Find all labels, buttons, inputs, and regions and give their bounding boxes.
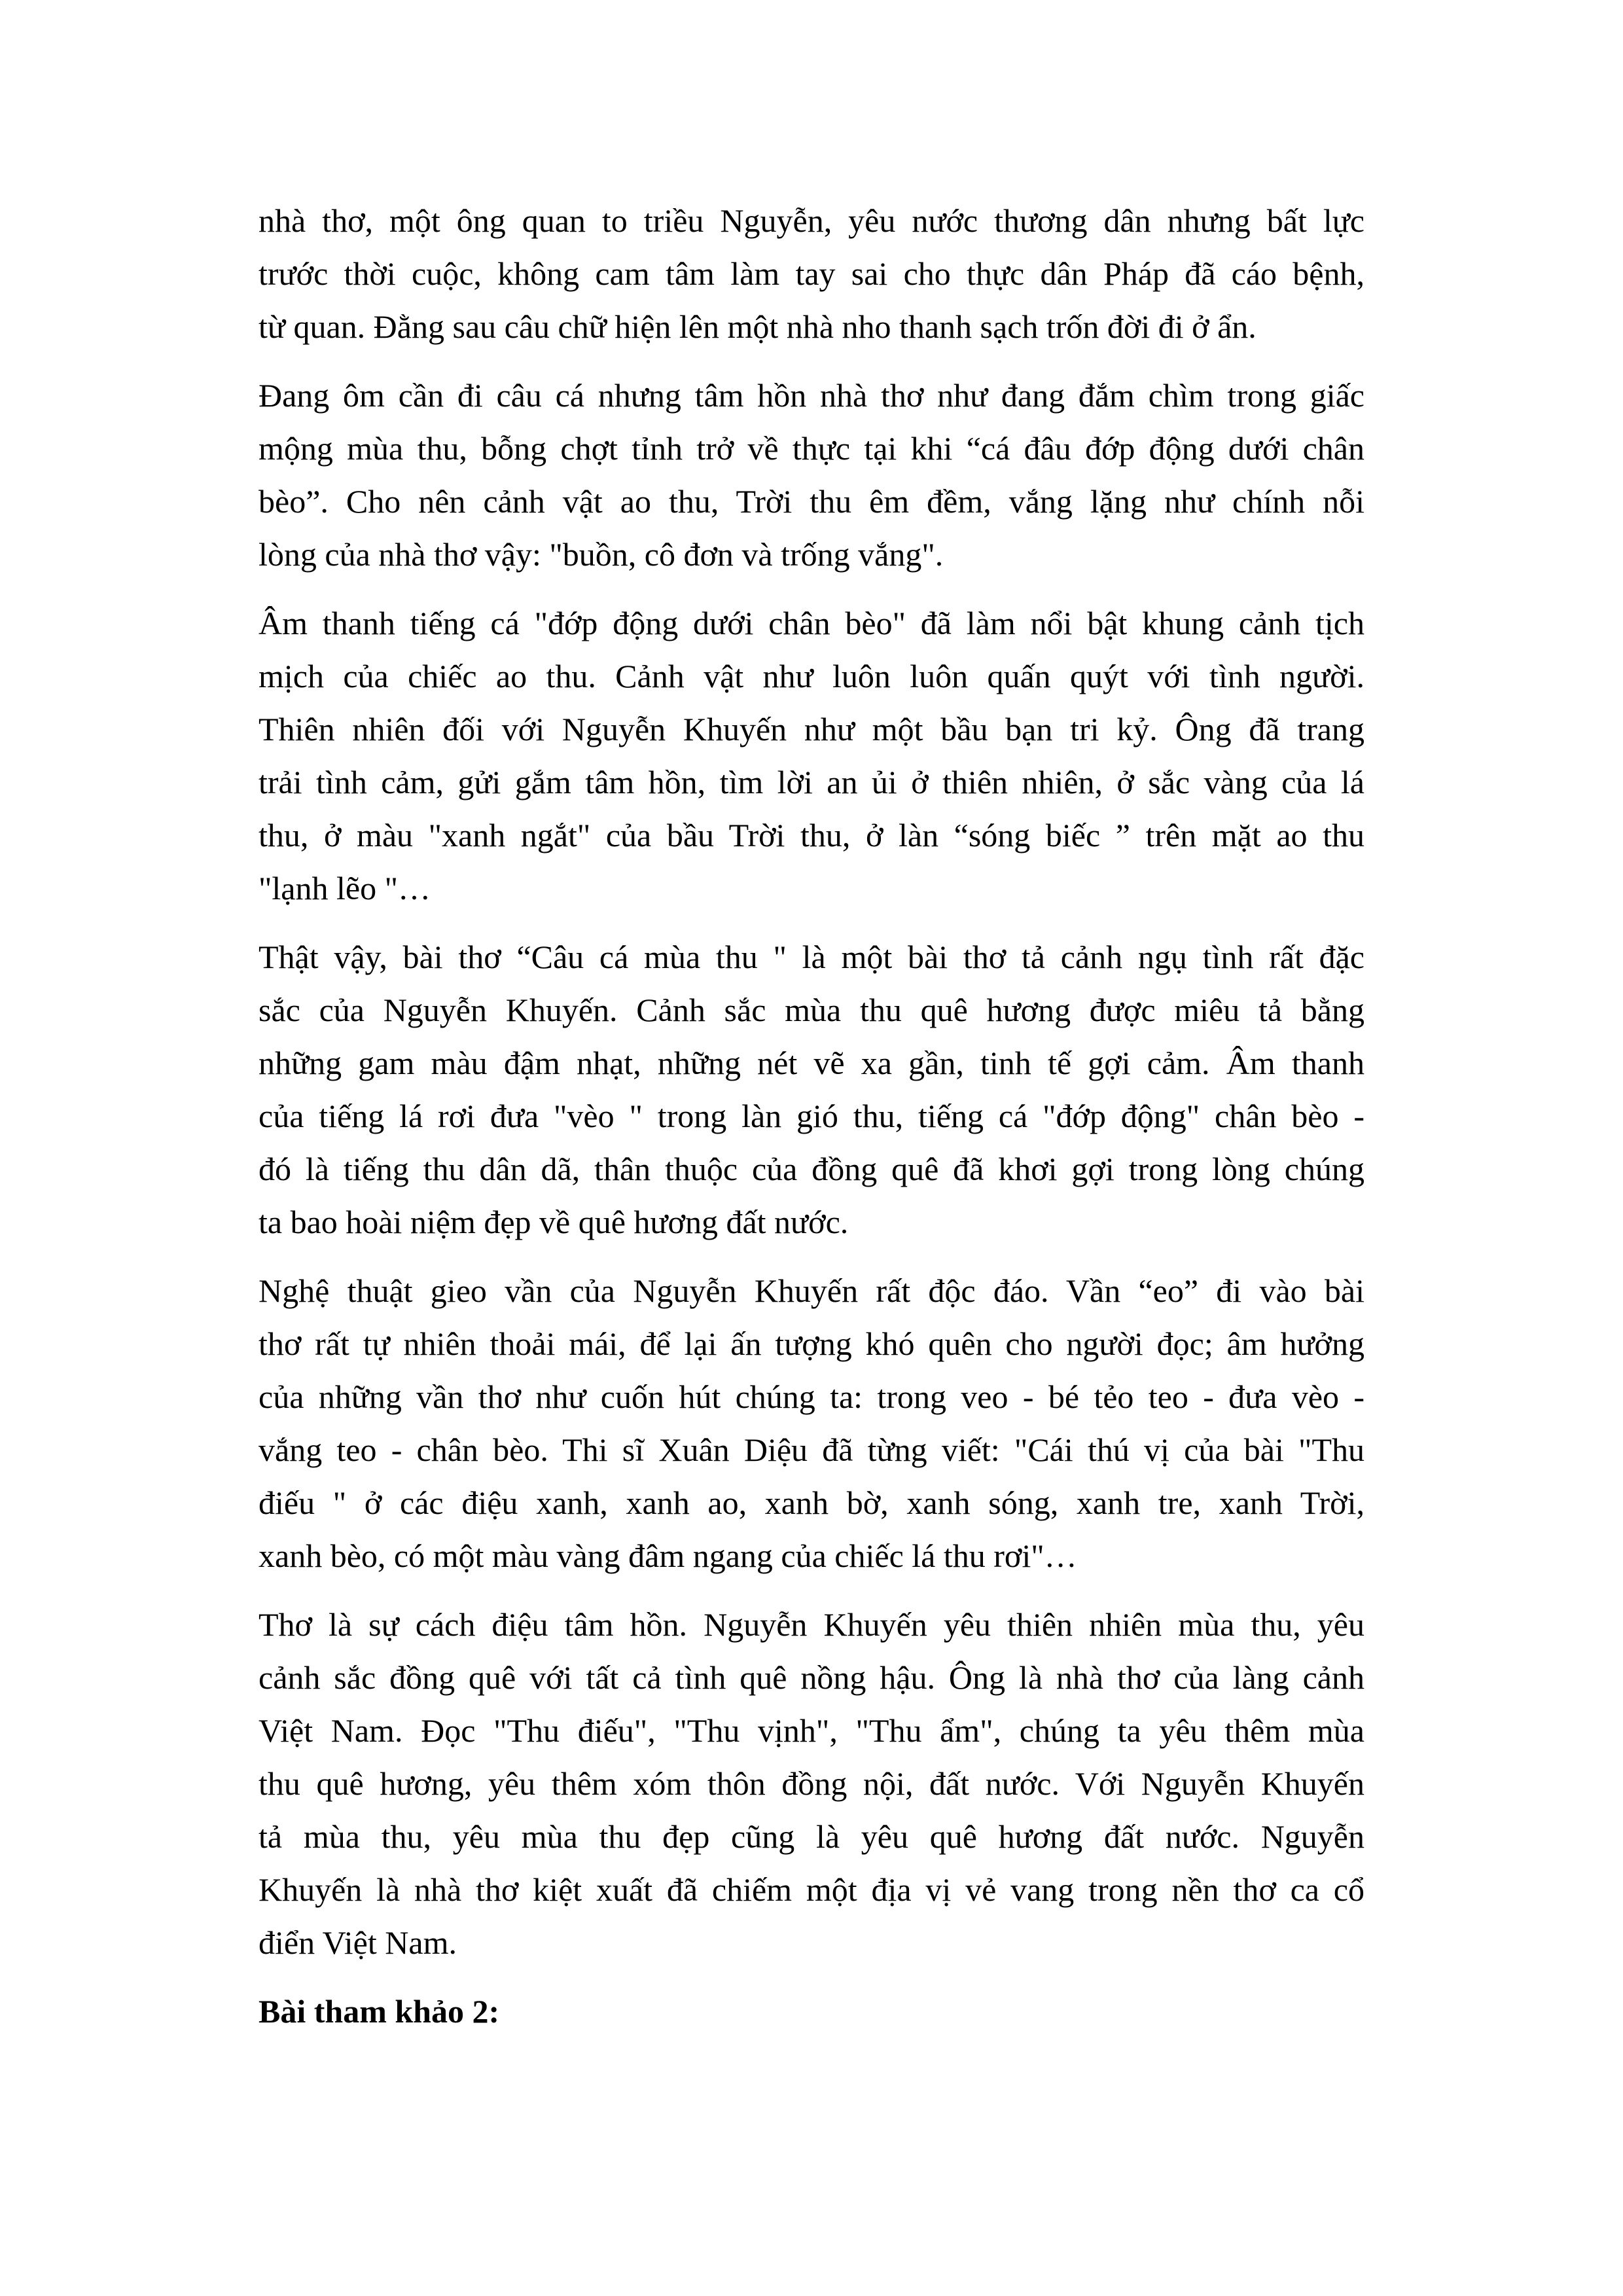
text-line: thu, ở màu "xanh ngắt" của bầu Trời thu, ở làn “sóng biếc ” trên mặt ao thu: [259, 817, 1364, 853]
text-line: Thiên nhiên đối với Nguyễn Khuyến như một bầu bạn tri kỷ. Ông đã trang: [259, 711, 1364, 747]
text-line: "lạnh lẽo "…: [259, 870, 431, 906]
text-line: vắng teo - chân bèo. Thi sĩ Xuân Diệu đã từng viết: "Cái thú vị của bài "Thu: [259, 1431, 1364, 1468]
text-line: nhà thơ, một ông quan to triều Nguyễn, yêu nước thương dân nhưng bất lực: [259, 202, 1364, 239]
text-line: Việt Nam. Đọc "Thu điếu", "Thu vịnh", "Thu ẩm", chúng ta yêu thêm mùa: [259, 1712, 1364, 1749]
section-heading: [259, 1985, 1364, 2038]
text-line: cảnh sắc đồng quê với tất cả tình quê nồng hậu. Ông là nhà thơ của làng cảnh: [259, 1659, 1364, 1696]
text-line: sắc của Nguyễn Khuyến. Cảnh sắc mùa thu quê hương được miêu tả bằng: [259, 992, 1364, 1028]
paragraph: [259, 597, 1364, 915]
text-line: của những vần thơ như cuốn hút chúng ta: trong veo - bé tẻo teo - đưa vèo -: [259, 1378, 1364, 1415]
text-line: tả mùa thu, yêu mùa thu đẹp cũng là yêu quê hương đất nước. Nguyễn: [259, 1818, 1364, 1855]
text-line: thu quê hương, yêu thêm xóm thôn đồng nội, đất nước. Với Nguyễn Khuyến: [259, 1765, 1364, 1802]
text-line: Âm thanh tiếng cá "đớp động dưới chân bèo" đã làm nổi bật khung cảnh tịch: [259, 605, 1364, 641]
text-line: của tiếng lá rơi đưa "vèo " trong làn gió thu, tiếng cá "đớp động" chân bèo -: [259, 1098, 1364, 1134]
text-line: lòng của nhà thơ vậy: "buồn, cô đơn và trống vắng".: [259, 536, 944, 573]
text-line: Đang ôm cần đi câu cá nhưng tâm hồn nhà thơ như đang đắm chìm trong giấc: [259, 377, 1364, 414]
text-line: trải tình cảm, gửi gắm tâm hồn, tìm lời an ủi ở thiên nhiên, ở sắc vàng của lá: [259, 764, 1364, 800]
paragraph: [259, 931, 1364, 1249]
document-body: [259, 194, 1364, 2054]
text-line: Bài tham khảo 2:: [259, 1993, 500, 2030]
paragraph: [259, 1265, 1364, 1583]
paragraph: [259, 369, 1364, 581]
text-line: từ quan. Đằng sau câu chữ hiện lên một nhà nho thanh sạch trốn đời đi ở ẩn.: [259, 308, 1257, 345]
paragraph: [259, 194, 1364, 353]
text-line: ta bao hoài niệm đẹp về quê hương đất nước.: [259, 1204, 849, 1240]
text-line: Khuyến là nhà thơ kiệt xuất đã chiếm một địa vị vẻ vang trong nền thơ ca cổ: [259, 1871, 1364, 1908]
text-line: trước thời cuộc, không cam tâm làm tay sai cho thực dân Pháp đã cáo bệnh,: [259, 255, 1364, 292]
text-line: xanh bèo, có một màu vàng đâm ngang của chiếc lá thu rơi"…: [259, 1537, 1077, 1574]
text-line: bèo”. Cho nên cảnh vật ao thu, Trời thu êm đềm, vắng lặng như chính nỗi: [259, 483, 1364, 520]
text-line: mộng mùa thu, bỗng chợt tỉnh trở về thực tại khi “cá đâu đớp động dưới chân: [259, 430, 1364, 467]
text-line: Nghệ thuật gieo vần của Nguyễn Khuyến rất độc đáo. Vần “eo” đi vào bài: [259, 1272, 1364, 1309]
text-line: Thật vậy, bài thơ “Câu cá mùa thu " là một bài thơ tả cảnh ngụ tình rất đặc: [259, 939, 1364, 975]
text-line: thơ rất tự nhiên thoải mái, để lại ấn tượng khó quên cho người đọc; âm hưởng: [259, 1325, 1364, 1362]
text-line: những gam màu đậm nhạt, những nét vẽ xa gần, tinh tế gợi cảm. Âm thanh: [259, 1045, 1364, 1081]
paragraph: [259, 1598, 1364, 1969]
text-line: điển Việt Nam.: [259, 1924, 457, 1961]
text-line: điếu " ở các điệu xanh, xanh ao, xanh bờ, xanh sóng, xanh tre, xanh Trời,: [259, 1484, 1364, 1521]
text-line: đó là tiếng thu dân dã, thân thuộc của đồng quê đã khơi gợi trong lòng chúng: [259, 1151, 1364, 1187]
text-line: Thơ là sự cách điệu tâm hồn. Nguyễn Khuyến yêu thiên nhiên mùa thu, yêu: [259, 1606, 1364, 1643]
text-line: mịch của chiếc ao thu. Cảnh vật như luôn luôn quấn quýt với tình người.: [259, 658, 1364, 694]
